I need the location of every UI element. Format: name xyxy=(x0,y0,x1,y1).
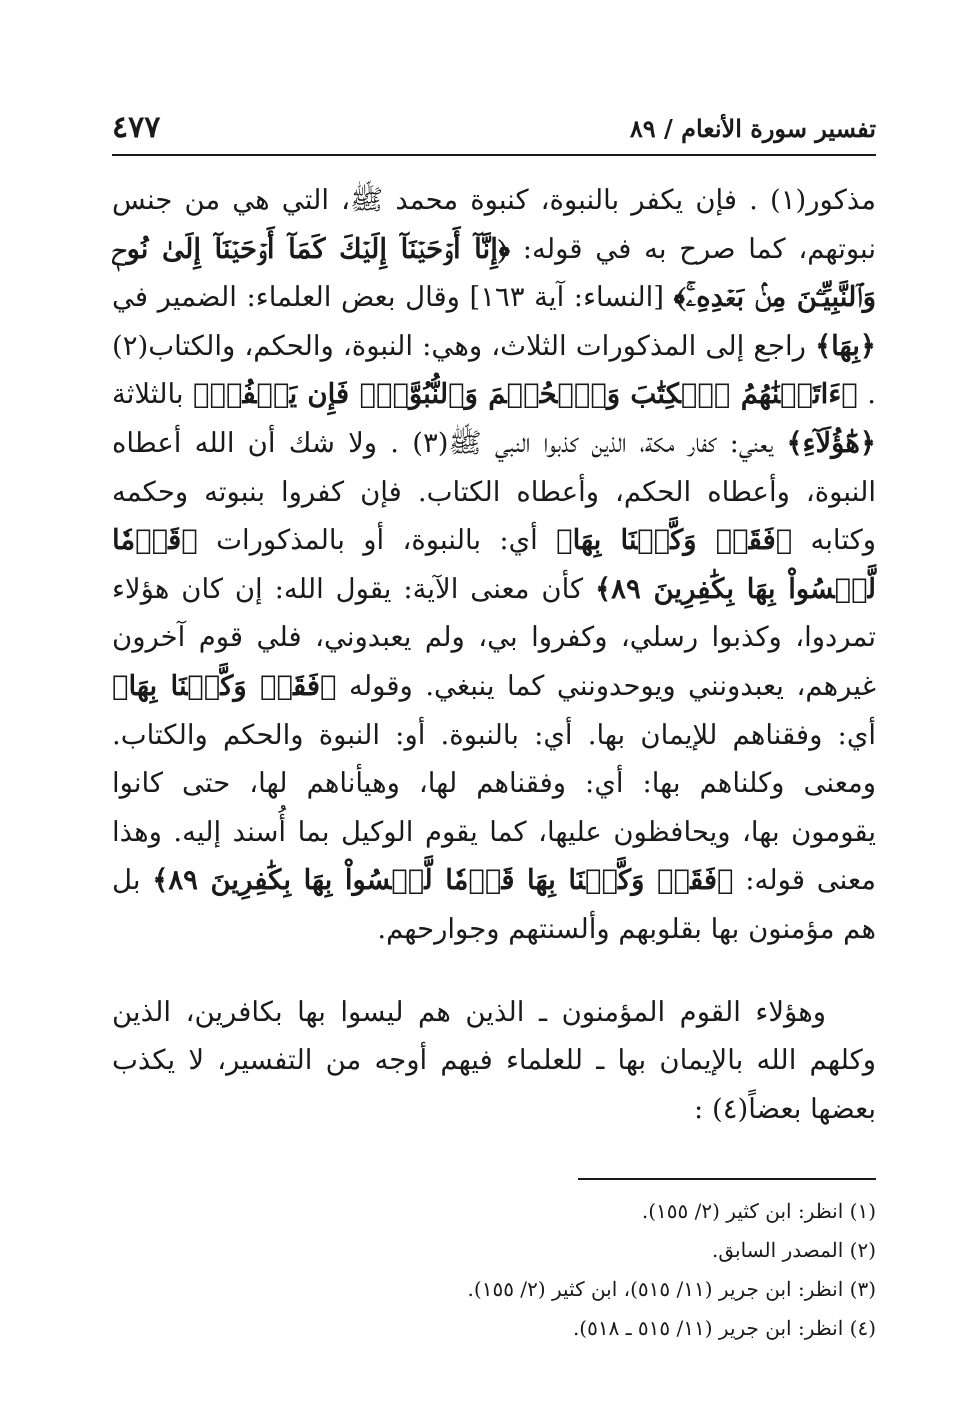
page-number: ٤٧٧ xyxy=(112,110,161,145)
text-segment: أي: وفقناهم للإيمان بها. أي: بالنبوة. أو: النبوة والحكم والكتاب. ومعنى وكلناهم بها: أي: وفقناهم لها، وهيأناهم لها، حتى كانوا يقومون بها، ويحافظون عليها، كما يقوم الوكيل بما أُسند إليه. وهذا معنى قوله: xyxy=(112,718,876,897)
text-segment: وهؤلاء القوم المؤمنون ـ الذين هم ليسوا بها بكافرين، الذين وكلهم الله بالإيمان بها ـ للعلماء فيهم أوجه من التفسير، لا يكذب بعضها بعضاً(٤) : xyxy=(112,995,876,1125)
text-segment: بالثلاثة xyxy=(112,378,194,411)
text-segment: [النساء: آية ١٦٣] وقال بعض العلماء: الضمير في xyxy=(112,281,674,314)
page-header xyxy=(112,108,876,152)
text-segment: يعني: كفار مكة، الذين كذبوا النبي ﷺ(٣) . ولا شك أن الله أعطاه النبوة، وأعطاه الحكم، وأعطاه الكتاب. فإن كفروا بنبوته وحكمه وكتابه xyxy=(112,426,876,557)
footnote: (٣) انظر: ابن جرير (١١/ ٥١٥)، ابن كثير (٢/ ١٥٥). xyxy=(467,1277,876,1301)
text-segment: أي: بالنبوة، أو بالمذكورات xyxy=(197,524,557,557)
text-segment: راجع إلى المذكورات الثلاث، وهي: النبوة، والحكم، والكتاب(٢) . xyxy=(112,329,876,411)
running-title: تفسير سورة الأنعام / ٨٩ xyxy=(629,114,876,143)
quran-verse: ﴿إِنَّآ أَوۡحَيۡنَآ إِلَيۡكَ كَمَآ أَوۡحَيۡنَآ إِلَىٰ نُوحٖ وَٱلنَّبِيِّـۧنَ مِنۢ بَعۡدِهِۦۚ﴾ xyxy=(112,232,876,314)
quran-verse: ﴿فَقَدۡ وَكَّلۡنَا بِهَا﴾ xyxy=(556,524,793,557)
footnotes xyxy=(112,1192,876,1348)
footnote: (٤) انظر: ابن جرير (١١/ ٥١٥ ـ ٥١٨). xyxy=(572,1316,876,1340)
quran-verse: ﴿قَوۡمٗا لَّيۡسُواْ بِهَا بِكَٰفِرِينَ ٨٩﴾ xyxy=(112,524,876,605)
footnote-rule xyxy=(578,1178,876,1180)
paragraph xyxy=(112,176,876,954)
quran-verse: ﴿هَٰٓؤُلَآءِ﴾ xyxy=(786,426,876,459)
paragraph xyxy=(112,988,876,1134)
text-segment: بل هم مؤمنون بها بقلوبهم وألسنتهم وجوارحهم. xyxy=(112,864,876,945)
quran-verse: ﴿بِهَا﴾ xyxy=(815,329,876,362)
quran-verse: ﴿ءَاتَيۡنَٰهُمُ ٱلۡكِتَٰبَ وَٱلۡحُكۡمَ وَٱلنُّبُوَّةَۚ فَإِن يَكۡفُرۡ﴾ xyxy=(193,378,858,411)
footnote: (٢) المصدر السابق. xyxy=(712,1238,876,1262)
header-rule xyxy=(112,154,876,156)
footnote: (١) انظر: ابن كثير (٢/ ١٥٥). xyxy=(641,1199,876,1223)
quran-verse: ﴿فَقَدۡ وَكَّلۡنَا بِهَا قَوۡمٗا لَّيۡسُواْ بِهَا بِكَٰفِرِينَ ٨٩﴾ xyxy=(152,864,734,897)
body-text xyxy=(112,176,876,1133)
text-segment: مذكور(١) . فإن يكفر بالنبوة، كنبوة محمد ﷺ، التي هي من جنس نبوتهم، كما صرح به في قوله: xyxy=(112,184,877,265)
text-segment: كأن معنى الآية: يقول الله: إن كان هؤلاء تمردوا، وكذبوا رسلي، وكفروا بي، ولم يعبدوني، فلي قوم آخرون غيرهم، يعبدونني ويوحدونني كما ينبغي. وقوله xyxy=(112,572,876,702)
quran-verse: ﴿فَقَدۡ وَكَّلۡنَا بِهَا﴾ xyxy=(112,669,337,702)
